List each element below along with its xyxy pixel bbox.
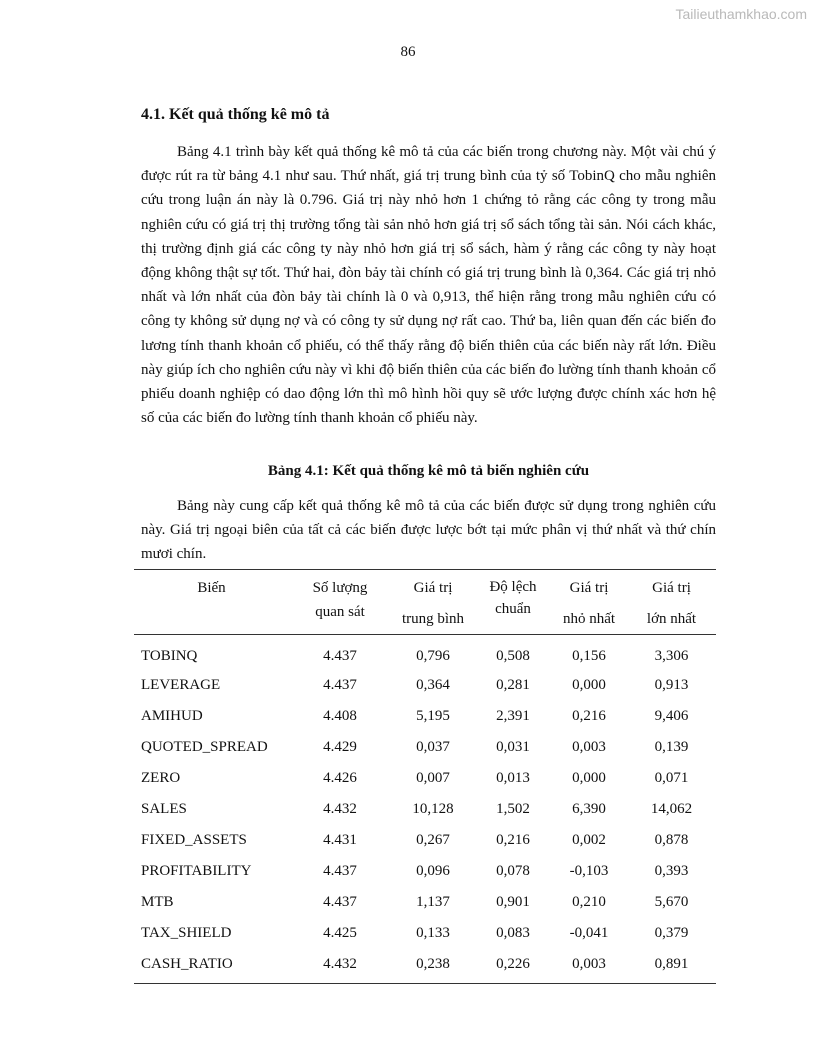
header-variable xyxy=(134,570,289,635)
cell-min: -0,103 xyxy=(569,863,609,879)
cell-variable: QUOTED_SPREAD xyxy=(141,739,268,755)
cell-std-dev: 0,901 xyxy=(496,894,530,910)
header-min xyxy=(551,570,627,635)
header-min-line-1: Giá trị xyxy=(569,580,609,596)
cell-observations: 4.437 xyxy=(323,894,357,910)
cell-std-dev: 0,013 xyxy=(496,770,530,786)
header-std-dev-line-2: chuẩn xyxy=(495,601,531,617)
cell-observations: 4.425 xyxy=(323,925,357,941)
cell-observations: 4.429 xyxy=(323,739,357,755)
cell-variable: SALES xyxy=(141,801,187,817)
cell-mean: 0,007 xyxy=(416,770,450,786)
cell-mean: 0,037 xyxy=(416,739,450,755)
header-max-line-2: lớn nhất xyxy=(646,611,697,627)
cell-mean: 0,796 xyxy=(416,648,450,664)
cell-std-dev: 1,502 xyxy=(496,801,530,817)
header-mean-line-2: trung bình xyxy=(401,611,465,627)
cell-max: 0,393 xyxy=(654,863,689,879)
cell-min: 0,000 xyxy=(572,770,606,786)
descriptive-statistics-table xyxy=(134,569,716,984)
cell-mean: 0,238 xyxy=(416,956,450,972)
cell-variable: CASH_RATIO xyxy=(141,956,233,972)
cell-min: 0,003 xyxy=(572,956,606,972)
cell-max: 0,139 xyxy=(654,739,689,755)
cell-variable: FIXED_ASSETS xyxy=(141,832,247,848)
table-body xyxy=(134,635,716,984)
cell-max: 0,878 xyxy=(654,832,689,848)
header-mean xyxy=(391,570,475,635)
cell-observations: 4.437 xyxy=(323,648,357,664)
header-variable-line: Biến xyxy=(197,580,226,596)
cell-min: 0,002 xyxy=(572,832,606,848)
table-row xyxy=(134,918,716,949)
body-paragraph-1: Bảng 4.1 trình bày kết quả thống kê mô tả của các biến trong chương này. Một vài chú ý được rút ra từ bảng 4.1 như sau. Thứ nhất, giá trị trung bình của tỷ số TobinQ cho mẫu nghiên cứu trong luận án này là 0.796. Giá trị này nhỏ hơn 1 chứng tỏ rằng các công ty trong mẫu nghiên cứu có giá trị thị trường tổng tài sản nhỏ hơn giá trị sổ sách tổng tài sản. Nói cách khác, thị trường định giá các công ty này nhỏ hơn giá trị sổ sách, hàm ý rằng các công ty này hoạt động không thật sự tốt. Thứ hai, đòn bảy tài chính có giá trị trung bình là 0,364. Các giá trị nhỏ nhất và lớn nhất của đòn bảy tài chính là 0 và 0,913, thể hiện rằng trong mẫu nghiên cứu có công ty không sử dụng nợ và có công ty sử dụng nợ rất cao. Thứ ba, liên quan đến các biến đo lương tính thanh khoản cổ phiếu, có thể thấy rằng độ biến thiên của các biến này rất lớn. Điều này giúp ích cho nghiên cứu này vì khi độ biến thiên của các biến đo lường tính thanh khoản cổ phiếu doanh nghiệp có dao động lớn thì mô hình hồi quy sẽ ước lượng được chính xác hơn hệ số của các biến đo lường tính thanh khoản cổ phiếu này. xyxy=(141,144,716,427)
cell-mean: 0,267 xyxy=(416,832,450,848)
cell-max: 0,071 xyxy=(654,770,689,786)
cell-min: 0,156 xyxy=(572,648,606,664)
header-observations-line-1: Số lượng xyxy=(312,580,368,596)
cell-std-dev: 0,031 xyxy=(496,739,530,755)
cell-mean: 0,096 xyxy=(416,863,450,879)
table-row xyxy=(134,732,716,763)
header-observations xyxy=(289,570,391,635)
cell-variable: LEVERAGE xyxy=(141,677,221,693)
table-row xyxy=(134,794,716,825)
cell-variable: PROFITABILITY xyxy=(141,863,252,879)
cell-variable: MTB xyxy=(141,894,174,910)
cell-observations: 4.408 xyxy=(323,708,357,724)
cell-variable: AMIHUD xyxy=(141,708,203,724)
cell-variable: ZERO xyxy=(141,770,181,786)
table-header-row xyxy=(134,570,716,635)
cell-observations: 4.437 xyxy=(323,677,357,693)
cell-min: 6,390 xyxy=(572,801,606,817)
cell-std-dev: 0,078 xyxy=(496,863,530,879)
cell-mean: 0,364 xyxy=(416,677,450,693)
cell-observations: 4.432 xyxy=(323,801,357,817)
cell-min: -0,041 xyxy=(569,925,609,941)
cell-max: 3,306 xyxy=(654,648,689,664)
header-observations-line-2: quan sát xyxy=(315,604,365,620)
cell-std-dev: 0,508 xyxy=(496,648,530,664)
section-heading: 4.1. Kết quả thống kê mô tả xyxy=(141,106,330,123)
cell-max: 14,062 xyxy=(650,801,693,817)
table-row xyxy=(134,701,716,732)
cell-mean: 5,195 xyxy=(416,708,450,724)
table-row xyxy=(134,825,716,856)
cell-observations: 4.437 xyxy=(323,863,357,879)
cell-std-dev: 0,226 xyxy=(496,956,530,972)
header-std-dev xyxy=(475,570,551,635)
cell-mean: 0,133 xyxy=(416,925,450,941)
cell-variable: TAX_SHIELD xyxy=(141,925,232,941)
cell-mean: 1,137 xyxy=(416,894,450,910)
body-paragraph-2: Bảng này cung cấp kết quả thống kê mô tả của các biến được sử dụng trong nghiên cứu này. Giá trị ngoại biên của tất cả các biến được lược bớt tại mức phân vị thứ nhất và thứ chín mươi chín. xyxy=(141,498,716,563)
cell-std-dev: 0,216 xyxy=(496,832,530,848)
cell-min: 0,216 xyxy=(572,708,606,724)
table-row xyxy=(134,949,716,984)
cell-max: 0,913 xyxy=(654,677,689,693)
table-caption: Bảng 4.1: Kết quả thống kê mô tả biến nghiên cứu xyxy=(267,463,590,479)
cell-max: 0,379 xyxy=(654,925,689,941)
cell-max: 0,891 xyxy=(654,956,689,972)
cell-observations: 4.431 xyxy=(323,832,357,848)
cell-max: 9,406 xyxy=(654,708,689,724)
cell-max: 5,670 xyxy=(654,894,689,910)
cell-std-dev: 0,083 xyxy=(496,925,530,941)
table-row xyxy=(134,670,716,701)
table-row xyxy=(134,635,716,671)
cell-std-dev: 0,281 xyxy=(496,677,530,693)
header-min-line-2: nhỏ nhất xyxy=(562,611,616,627)
page-number: 86 xyxy=(400,44,416,60)
cell-observations: 4.426 xyxy=(323,770,357,786)
cell-observations: 4.432 xyxy=(323,956,357,972)
header-max-line-1: Giá trị xyxy=(652,580,691,596)
header-max xyxy=(627,570,716,635)
table-row xyxy=(134,856,716,887)
cell-mean: 10,128 xyxy=(412,801,454,817)
header-std-dev-line-1: Độ lệch xyxy=(489,579,537,595)
table-row xyxy=(134,763,716,794)
cell-min: 0,000 xyxy=(572,677,606,693)
cell-variable: TOBINQ xyxy=(141,648,198,664)
cell-min: 0,210 xyxy=(572,894,606,910)
watermark: Tailieuthamkhao.com xyxy=(675,6,807,22)
table-row xyxy=(134,887,716,918)
header-mean-line-1: Giá trị xyxy=(413,580,453,596)
cell-std-dev: 2,391 xyxy=(496,708,530,724)
cell-min: 0,003 xyxy=(572,739,606,755)
